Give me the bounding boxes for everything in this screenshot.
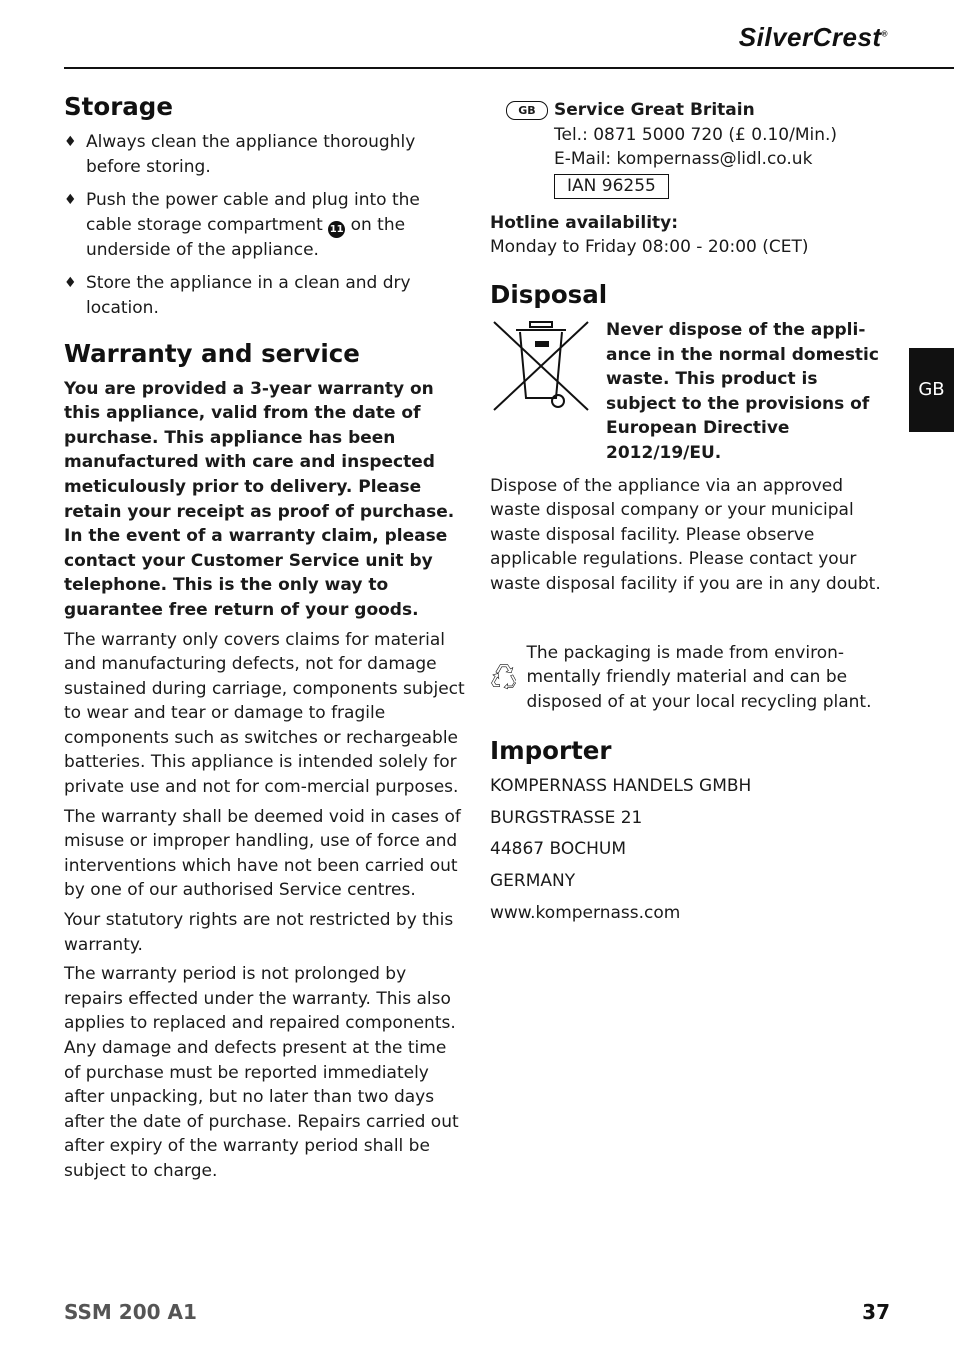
disposal-text: Dispose of the appliance via an approved waste disposal company or your municipal waste disposal facility. Please observe applicable regulations. Please contact your waste disposal facility if you are in any doubt. [490, 475, 881, 594]
importer-line: KOMPERNASS HANDELS GMBH [490, 776, 752, 797]
bullet-diamond-icon: ♦ [64, 192, 77, 209]
packaging-row [490, 641, 890, 715]
hotline-hours: Monday to Friday 08:00 - 20:00 (CET) [490, 237, 809, 258]
importer-heading: Importer [490, 736, 612, 766]
header-rule [64, 67, 954, 69]
footer-model: SSM 200 A1 [64, 1300, 197, 1324]
part-number-badge: 11 [328, 221, 345, 238]
importer-line: BURGSTRASSE 21 [490, 807, 643, 828]
warranty-paragraph: Your statutory rights are not restricted by this warranty. [64, 910, 454, 955]
list-item: ♦ Push the power cable and plug into the cable storage compartment 11 on the underside of the appliance. [64, 190, 420, 260]
packaging-text: The packaging is made from environ-mentally friendly material and can be disposed of at your local recycling plant. [526, 642, 872, 712]
country-badge: GB [506, 101, 548, 120]
list-item: ♦ Store the appliance in a clean and dry location. [64, 273, 411, 318]
page-number: 37 [862, 1300, 890, 1324]
right-column [490, 98, 890, 930]
ian-box: IAN 96255 [554, 174, 669, 199]
service-tel: Tel.: 0871 5000 720 (£ 0.10/Min.) [554, 124, 838, 145]
warranty-paragraph: The warranty only covers claims for material and manufacturing defects, not for damage sustained during carriage, components subject to wear and tear or damage to fragile components such as switches or rechargeable batteries. This appliance is intended solely for private use and not for com-mercial purposes. [64, 629, 465, 798]
warranty-paragraph: The warranty shall be deemed void in cases of misuse or improper handling, use of force and interventions which have not been carried out by one of our authorised Service centres. [64, 806, 461, 901]
warranty-paragraph: The warranty period is not prolonged by repairs effected under the warranty. This also applies to replaced and repaired components. Any damage and defects present at the time of purchase must be reported immediately after unpacking, but no later than two days after the date of purchase. Repairs carried out after expiry of the warranty period shall be subject to charge. [64, 964, 459, 1181]
left-column [64, 92, 466, 1189]
storage-heading: Storage [64, 92, 173, 121]
list-item: ♦ Always clean the appliance thoroughly before storing. [64, 132, 416, 177]
bullet-diamond-icon: ♦ [64, 134, 77, 150]
warranty-heading: Warranty and service [64, 338, 360, 368]
language-tab: GB [909, 348, 954, 432]
disposal-warning: Never dispose of the appli-ance in the normal domestic waste. This product is subject to the provisions of European Directive 2012/19/EU. [606, 319, 879, 463]
importer-line: 44867 BOCHUM [490, 839, 626, 860]
storage-list [64, 130, 466, 321]
crossed-bin-icon [490, 318, 592, 414]
warranty-intro: You are provided a 3-year warranty on this appliance, valid from the date of purchase. This appliance has been manufactured with care and inspected meticulously prior to delivery. Please retain your receipt as proof of purchase. In the event of a warranty claim, please contact your Customer Service unit by telephone. This is the only way to guarantee free return of your goods. [64, 378, 455, 620]
service-email: E-Mail: kompernass@lidl.co.uk [554, 149, 813, 170]
disposal-heading: Disposal [490, 279, 608, 309]
service-title: Service Great Britain [554, 100, 755, 120]
importer-website: www.kompernass.com [490, 902, 681, 923]
recycle-icon [490, 641, 516, 711]
disposal-warning-row [490, 318, 890, 466]
importer-line: GERMANY [490, 871, 576, 892]
service-block [490, 98, 890, 199]
brand-logo: SilverCrest® [738, 22, 888, 52]
bullet-diamond-icon: ♦ [64, 275, 77, 292]
hotline-label: Hotline availability: [490, 212, 679, 233]
